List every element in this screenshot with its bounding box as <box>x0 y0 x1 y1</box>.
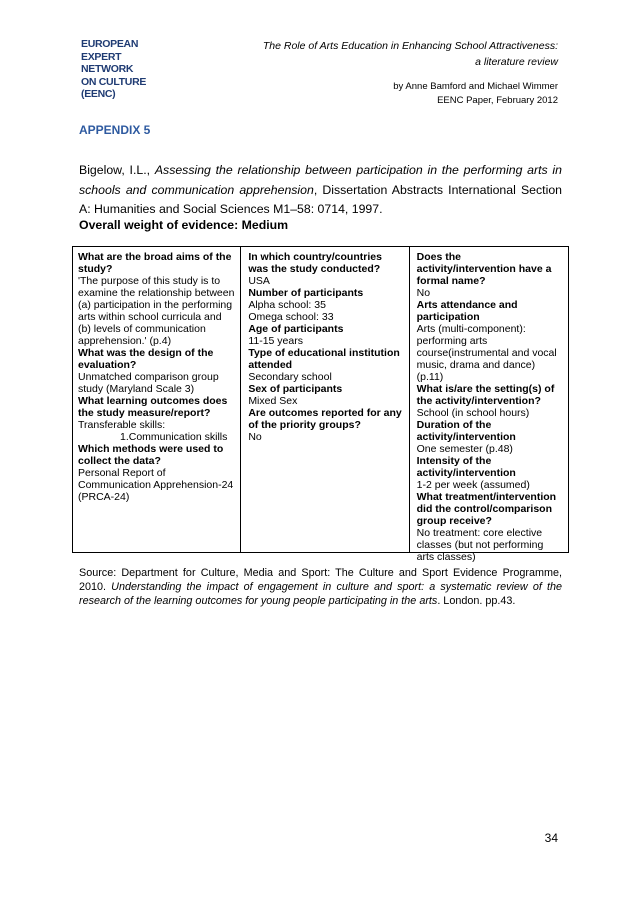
logo-line: EUROPEAN <box>81 38 139 50</box>
question: What are the broad aims of the study? <box>78 251 232 275</box>
question: Are outcomes reported for any of the priority groups? <box>248 407 402 431</box>
question: In which country/countries was the study conducted? <box>248 251 382 275</box>
citation-title: Assessing the relationship between participation in the performing arts in schools and communication apprehension <box>79 163 562 197</box>
question: What treatment/intervention did the control/comparison group receive? <box>416 491 557 527</box>
answer: No treatment: core elective classes (but not performing arts classes) <box>416 527 544 563</box>
evidence-table <box>72 246 569 563</box>
question: Does the activity/intervention have a formal name? <box>416 251 552 287</box>
question: Sex of participants <box>248 383 343 395</box>
overall-weight: Overall weight of evidence: Medium <box>79 218 289 232</box>
running-header <box>263 38 558 108</box>
question: What learning outcomes does the study measure/report? <box>78 395 228 419</box>
answer: School (in school hours) <box>416 407 530 419</box>
question: Which methods were used to collect the data? <box>78 443 224 467</box>
question: Number of participants <box>248 287 364 299</box>
answer: Personal Report of Communication Apprehension-24 (PRCA-24) <box>78 467 234 503</box>
answer: Alpha school: 35 <box>248 299 326 311</box>
question: What is/are the setting(s) of the activity/intervention? <box>416 383 555 407</box>
table-column-2 <box>241 247 409 552</box>
logo-line: (EENC) <box>81 88 116 100</box>
appendix-heading: APPENDIX 5 <box>79 123 151 137</box>
source-plain: Source: Department for Culture, Media and Sport: The Culture and Sport Evidence Programme, 2010. <box>79 567 562 593</box>
answer: Omega school: 33 <box>248 311 334 323</box>
answer: 1.Communication skills <box>120 431 228 443</box>
logo-line: ON CULTURE <box>81 75 147 88</box>
citation <box>79 161 562 220</box>
question: Intensity of the activity/intervention <box>416 455 516 479</box>
answer: No <box>248 431 262 443</box>
answer: One semester (p.48) <box>416 443 513 455</box>
header-paper: EENC Paper, February 2012 <box>437 95 558 106</box>
answer: Transferable skills: <box>78 419 166 431</box>
citation-authors: Bigelow, I.L., <box>79 163 151 177</box>
logo-line: EXPERT <box>81 50 122 63</box>
logo-line: NETWORK <box>81 63 134 75</box>
source-tail: . London. pp.43. <box>437 595 516 607</box>
table-column-3 <box>410 247 568 563</box>
citation-rest: , Dissertation Abstracts International Section A: Humanities and Social Sciences M1–58: 0714, 1997. <box>79 182 562 216</box>
answer: 'The purpose of this study is to examine the relationship between (a) participation in the performing arts within school curricula and (b) levels of communication apprehension.' (p.4) <box>78 275 235 347</box>
answer: Mixed Sex <box>248 395 298 407</box>
answer: Arts (multi-component): performing arts course(instrumental and vocal music, drama and dance) (p.11) <box>416 323 557 383</box>
page-number: 34 <box>544 831 558 845</box>
answer: No <box>416 287 431 299</box>
question: Duration of the activity/intervention <box>416 419 516 443</box>
answer: 1-2 per week (assumed) <box>416 479 530 491</box>
eenc-logo <box>81 38 146 101</box>
answer: USA <box>248 275 270 287</box>
header-authors: by Anne Bamford and Michael Wimmer <box>393 81 558 92</box>
answer: 11-15 years <box>248 335 303 347</box>
question: Age of participants <box>248 323 344 335</box>
question: Type of educational institution attended <box>248 347 400 371</box>
question: Arts attendance and participation <box>416 299 518 323</box>
answer: Secondary school <box>248 371 332 383</box>
question: What was the design of the evaluation? <box>78 347 214 371</box>
header-title-line2: a literature review <box>475 56 558 68</box>
answer: Unmatched comparison group study (Maryland Scale 3) <box>78 371 219 395</box>
header-title-line1: The Role of Arts Education in Enhancing School Attractiveness: <box>262 40 558 52</box>
source-title: Understanding the impact of engagement in culture and sport: a systematic review of the research of the learning outcomes for young people participating in the arts <box>79 581 563 607</box>
table-column-1 <box>73 247 241 552</box>
source-note <box>79 566 562 608</box>
